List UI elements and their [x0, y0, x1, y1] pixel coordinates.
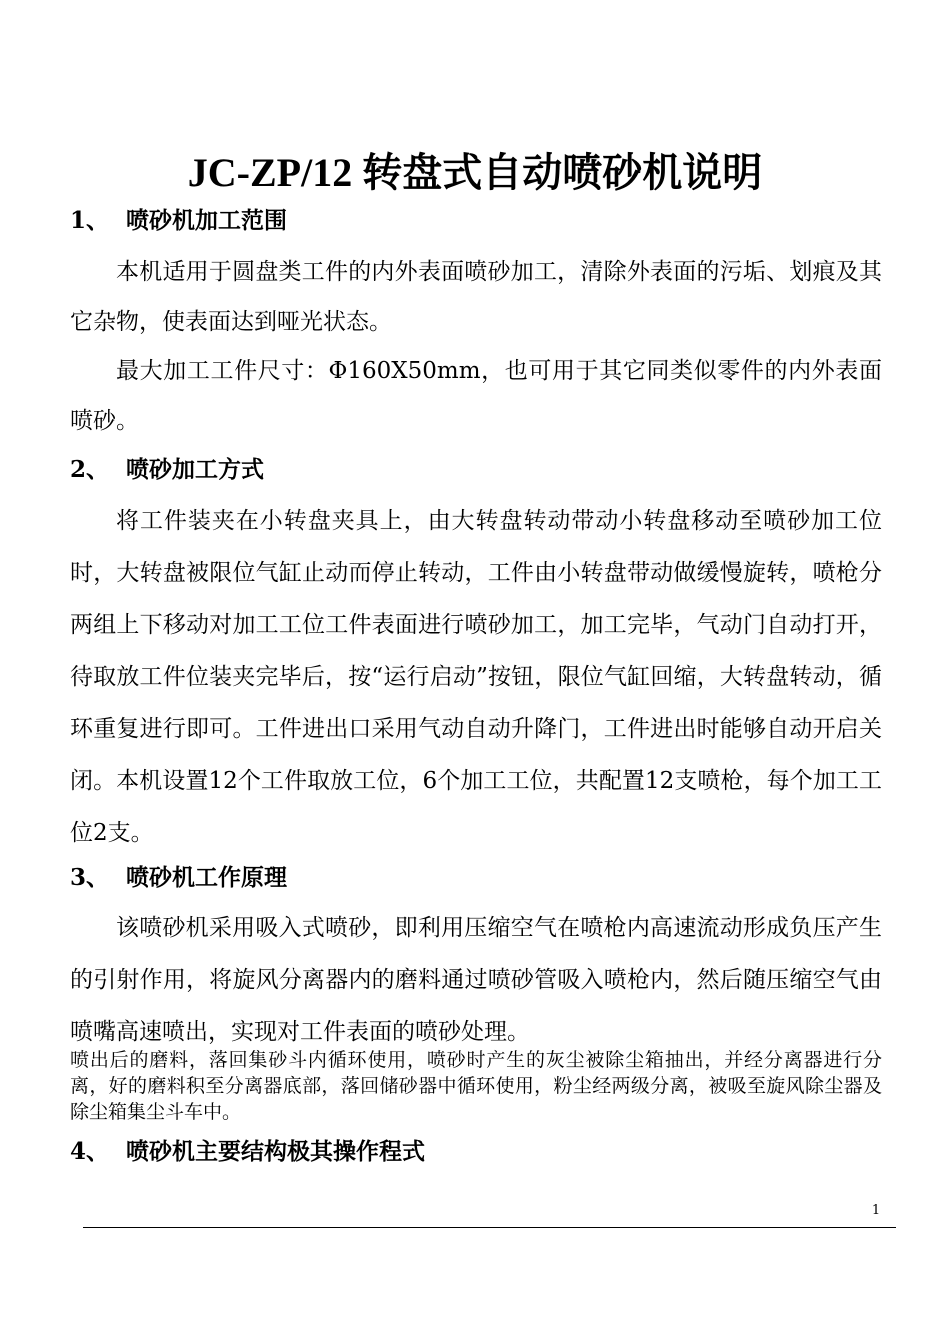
section-heading-3: [70, 863, 287, 893]
section-title: 喷砂机加工范围: [126, 207, 287, 234]
section-number: 3、: [70, 864, 110, 891]
section-title: 喷砂加工方式: [126, 456, 264, 483]
section-title: 喷砂机工作原理: [126, 864, 287, 891]
footer-divider: [83, 1227, 896, 1228]
section-number: 2、: [70, 456, 110, 483]
section-heading-4: [70, 1137, 425, 1167]
section-3-paragraph-2: 喷出后的磨料，落回集砂斗内循环使用，喷砂时产生的灰尘被除尘箱抽出，并经分离器进行分离，好的磨料积至分离器底部，落回储砂器中循环使用，粉尘经两级分离，被吸至旋风除尘器及除尘箱集尘斗车中。: [70, 1049, 882, 1123]
section-3-paragraph-1: 该喷砂机采用吸入式喷砂，即利用压缩空气在喷枪内高速流动形成负压产生的引射作用，将旋风分离器内的磨料通过喷砂管吸入喷枪内，然后随压缩空气由喷嘴高速喷出，实现对工件表面的喷砂处理。: [70, 915, 882, 1045]
section-number: 1、: [70, 207, 110, 234]
section-number: 4、: [70, 1138, 110, 1165]
section-1-paragraph-2: 最大加工工件尺寸：Φ160X50mm，也可用于其它同类似零件的内外表面喷砂。: [70, 358, 882, 434]
section-2-paragraph-1: 将工件装夹在小转盘夹具上，由大转盘转动带动小转盘移动至喷砂加工位时，大转盘被限位气缸止动而停止转动，工件由小转盘带动做缓慢旋转，喷枪分两组上下移动对加工工位工件表面进行喷砂加工，加工完毕，气动门自动打开，待取放工件位装夹完毕后，按“运行启动”按钮，限位气缸回缩，大转盘转动，循环重复进行即可。工件进出口采用气动自动升降门，工件进出时能够自动开启关闭。本机设置12个工件取放工位，6个加工工位，共配置12支喷枪，每个加工工位2支。: [70, 508, 882, 846]
page-number: 1: [871, 1203, 881, 1218]
section-heading-1: [70, 206, 287, 236]
section-heading-2: [70, 455, 264, 485]
section-1-paragraph-1: 本机适用于圆盘类工件的内外表面喷砂加工，清除外表面的污垢、划痕及其它杂物，使表面达到哑光状态。: [70, 259, 882, 335]
section-title: 喷砂机主要结构极其操作程式: [126, 1138, 425, 1165]
document-title: JC-ZP/12 转盘式自动喷砂机说明: [187, 150, 763, 195]
